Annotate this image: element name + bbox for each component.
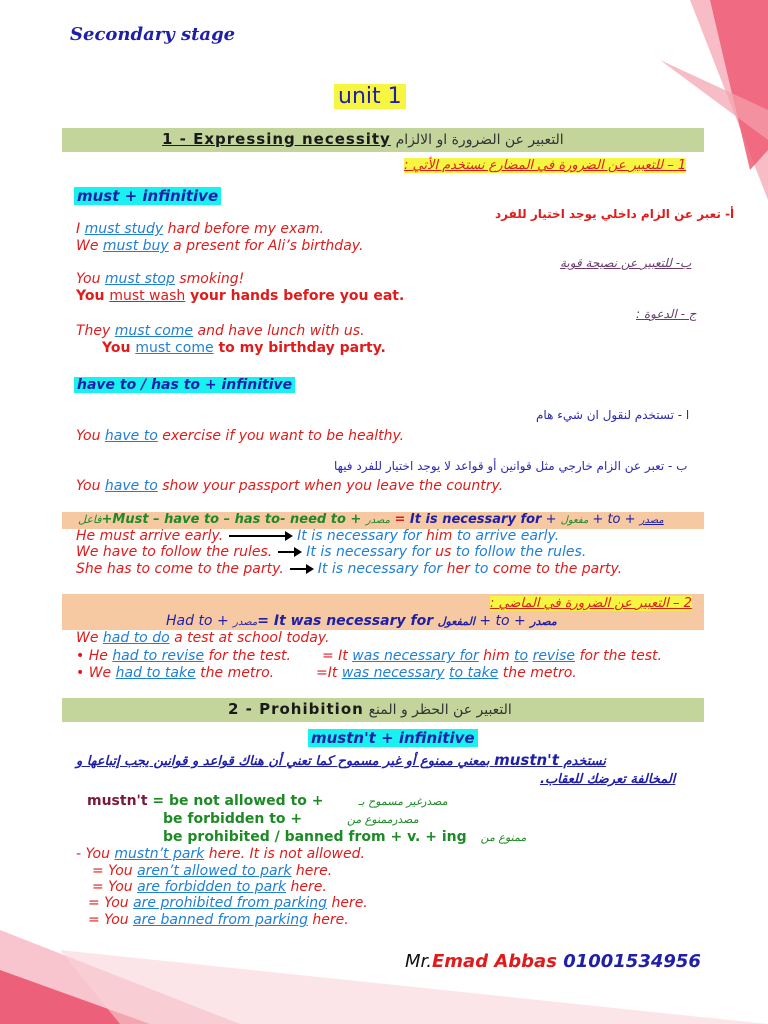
- rule1-plus2: + to +: [588, 512, 640, 527]
- m3: [163, 829, 526, 845]
- e2-c: here.: [291, 863, 333, 879]
- ex3-c: smoking!: [174, 271, 245, 287]
- m3-d: ممنوع من: [480, 831, 527, 844]
- rule2: [166, 613, 557, 629]
- p3-right: [316, 665, 577, 681]
- ex5: [76, 323, 365, 339]
- p2-f: him: [478, 648, 515, 664]
- p2-j: for the test.: [575, 648, 662, 664]
- e5-a: = You: [88, 912, 134, 928]
- r2-b: It is necessary for: [306, 544, 436, 560]
- r3-b: It is necessary for: [317, 561, 447, 577]
- e1-b: mustn’t park: [114, 846, 205, 862]
- ex1-c: hard before my exam.: [163, 221, 324, 237]
- section1-title-en: 1 - Expressing necessity: [162, 130, 391, 148]
- r1-c: him: [426, 528, 453, 544]
- e1: [76, 846, 365, 862]
- ex8: [76, 478, 503, 494]
- p3-d: =It: [316, 665, 342, 681]
- desc1-en: mustn't: [494, 751, 559, 769]
- r3-c: her: [446, 561, 470, 577]
- rule1-ar2: مصدر: [365, 515, 390, 526]
- section1-title: [162, 130, 564, 148]
- section2-title-ar: التعبير عن الحظر و المنع: [368, 702, 512, 718]
- r3: [76, 561, 622, 577]
- footer-phone: 01001534956: [556, 951, 701, 972]
- ex5-c: and have lunch with us.: [193, 323, 365, 339]
- arrow-icon: [290, 568, 312, 570]
- rule1-plus1: +: [541, 512, 561, 527]
- ex6-a: You: [102, 340, 136, 356]
- section1-title-ar: التعبير عن الضرورة او الالزام: [395, 132, 564, 148]
- m1-d: غير مسموح بـ: [358, 795, 422, 808]
- ex2: [76, 238, 363, 254]
- formula-must: must + infinitive: [74, 187, 221, 205]
- rule1-ar3: مفعول: [560, 515, 589, 526]
- p3-b: had to take: [115, 665, 196, 681]
- rule1-eq: =: [389, 512, 410, 527]
- section2-title-en: 2 - Prohibition: [228, 700, 364, 718]
- e3-b: are forbidden to park: [137, 879, 287, 895]
- p3-h: the metro.: [498, 665, 577, 681]
- footer-name: Emad Abbas: [432, 951, 557, 972]
- ex1-a: I: [76, 221, 85, 237]
- ex4-a: You: [76, 288, 110, 304]
- r2-d: to follow the rules.: [451, 544, 587, 560]
- m1-b: = be not allowed to +: [147, 793, 329, 809]
- rule2-en2: = It was necessary for: [257, 613, 434, 629]
- m1-c: مصدر: [421, 795, 449, 808]
- section2-title: [228, 700, 512, 718]
- ex2-c: a present for Ali’s birthday.: [168, 238, 364, 254]
- desc2: المخالفة تعرضك للعقاب.: [540, 772, 676, 787]
- p2-d: = It: [322, 648, 353, 664]
- ex4-c: your hands before you eat.: [185, 288, 405, 304]
- p2-a: • He: [76, 648, 113, 664]
- rule2-ar2: المفعول: [437, 615, 475, 628]
- e2: [92, 863, 332, 879]
- rule1-ar1: فاعل: [78, 513, 102, 526]
- e2-b: aren’t allowed to park: [137, 863, 292, 879]
- m2-b: be forbidden to +: [163, 811, 307, 827]
- sub1-ar-text: 1 – للتعبير عن الضرورة في المضارع نستخدم الأتي :: [404, 158, 687, 173]
- arrow-icon: [229, 535, 291, 537]
- p2-b: had to revise: [112, 648, 205, 664]
- p3-e: was necessary: [341, 665, 445, 681]
- p3-c: the metro.: [195, 665, 275, 681]
- e3-a: = You: [92, 879, 138, 895]
- footer-mr: Mr.: [405, 951, 432, 972]
- e4: [88, 895, 368, 911]
- m2-c: مصدر: [392, 813, 420, 826]
- m1-a: mustn't: [87, 793, 148, 809]
- formula-have-to: have to / has to + infinitive: [74, 377, 295, 393]
- r1-a: He must arrive early.: [76, 528, 224, 544]
- rule2-ar3: مصدر: [530, 615, 557, 628]
- ex7-c: exercise if you want to be healthy.: [157, 428, 405, 444]
- ex1-b: must study: [84, 221, 164, 237]
- r2-a: We have to follow the rules.: [76, 544, 273, 560]
- e5-b: are banned from parking: [133, 912, 308, 928]
- ex7-b: have to: [104, 428, 158, 444]
- desc1: [76, 751, 606, 769]
- formula-mustnt: mustn't + infinitive: [308, 729, 478, 747]
- e2-a: = You: [92, 863, 138, 879]
- unit-title: unit 1: [334, 84, 406, 109]
- p1-b: had to do: [102, 630, 170, 646]
- note-c: ج - الدعوة :: [636, 307, 697, 321]
- p2: [76, 648, 291, 664]
- ex4: [76, 288, 404, 304]
- r3-a: She has to come to the party.: [76, 561, 284, 577]
- e5-c: here.: [307, 912, 349, 928]
- note-b: ب- للتعبير عن نصيحة قوية: [560, 256, 692, 270]
- desc1-ar-a: نستخدم: [558, 754, 606, 769]
- p1-a: We: [76, 630, 103, 646]
- e4-b: are prohibited from parking: [133, 895, 327, 911]
- ex3-b: must stop: [104, 271, 175, 287]
- ex7: [76, 428, 404, 444]
- rule1-en2: It is necessary for: [409, 512, 542, 527]
- e3-c: here.: [286, 879, 327, 895]
- m2-d: ممنوع من: [347, 813, 393, 826]
- rule2-ar1: مصدر: [233, 617, 258, 628]
- stage-label: Secondary stage: [70, 24, 236, 45]
- ex8-b: have to: [104, 478, 158, 494]
- r2-c: us: [435, 544, 452, 560]
- e4-a: = You: [88, 895, 134, 911]
- ex4-b: must wash: [109, 288, 186, 304]
- ex5-b: must come: [114, 323, 194, 339]
- r2: [76, 544, 586, 560]
- p3-a: • We: [76, 665, 116, 681]
- footer-signature: [405, 951, 701, 972]
- e1-c: here. It is not allowed.: [204, 846, 365, 862]
- arrow-icon: [278, 551, 300, 553]
- rule2-en1: Had to +: [166, 613, 234, 629]
- rule1-en1: +Must – have to – has to- need to +: [101, 512, 366, 527]
- ex8-a: You: [76, 478, 105, 494]
- note-e: ب - تعبر عن الزام خارجي مثل قوانين أو قواعد لا يوجد اختيار للفرد فيها: [334, 459, 688, 473]
- ex5-a: They: [76, 323, 115, 339]
- p2-i: revise: [532, 648, 576, 664]
- ex2-b: must buy: [102, 238, 169, 254]
- ex2-a: We: [76, 238, 103, 254]
- p3: [76, 665, 274, 681]
- r3-e: come to the party.: [488, 561, 623, 577]
- r1: [76, 528, 559, 544]
- p3-g: to take: [449, 665, 499, 681]
- e1-a: - You: [76, 846, 115, 862]
- e3: [92, 879, 327, 895]
- m1: [87, 793, 448, 809]
- ex6: [102, 340, 386, 356]
- ex6-b: must come: [135, 340, 214, 356]
- sub2-ar: 2 – التعبير عن الضرورة في الماضي :: [490, 596, 692, 611]
- p1-c: a test at school today.: [169, 630, 330, 646]
- note-d: ا - تستخدم لنقول ان شيء هام: [536, 408, 690, 422]
- ex6-c: to my birthday party.: [213, 340, 386, 356]
- m3-b: be prohibited / banned from + v. + ing: [163, 829, 467, 845]
- m2: [163, 811, 419, 827]
- r1-d: to arrive early.: [452, 528, 560, 544]
- rule2-plus: + to +: [474, 613, 531, 629]
- p1: [76, 630, 330, 646]
- desc1-ar-b: بمعني ممنوع أو غير مسموح كما تعني أن هناك قواعد و قوانين يجب إتباعها و: [76, 754, 495, 769]
- p2-g: to: [514, 648, 529, 664]
- sub1-ar: [404, 158, 686, 173]
- p2-e: was necessary for: [352, 648, 479, 664]
- e4-c: here.: [327, 895, 368, 911]
- p2-c: for the test.: [204, 648, 291, 664]
- r1-b: It is necessary for: [297, 528, 427, 544]
- ex8-c: show your passport when you leave the country.: [157, 478, 504, 494]
- ex3-a: You: [76, 271, 105, 287]
- ex1: [76, 221, 324, 237]
- note-a: أ- تعبر عن الزام داخلي يوجد اختيار للفرد: [495, 207, 735, 221]
- e5: [88, 912, 349, 928]
- rule1-ar4: مصدر: [639, 515, 664, 526]
- ex3: [76, 271, 244, 287]
- ex7-a: You: [76, 428, 105, 444]
- p2-right: [322, 648, 662, 664]
- r3-d: to: [469, 561, 489, 577]
- rule1: [78, 512, 664, 527]
